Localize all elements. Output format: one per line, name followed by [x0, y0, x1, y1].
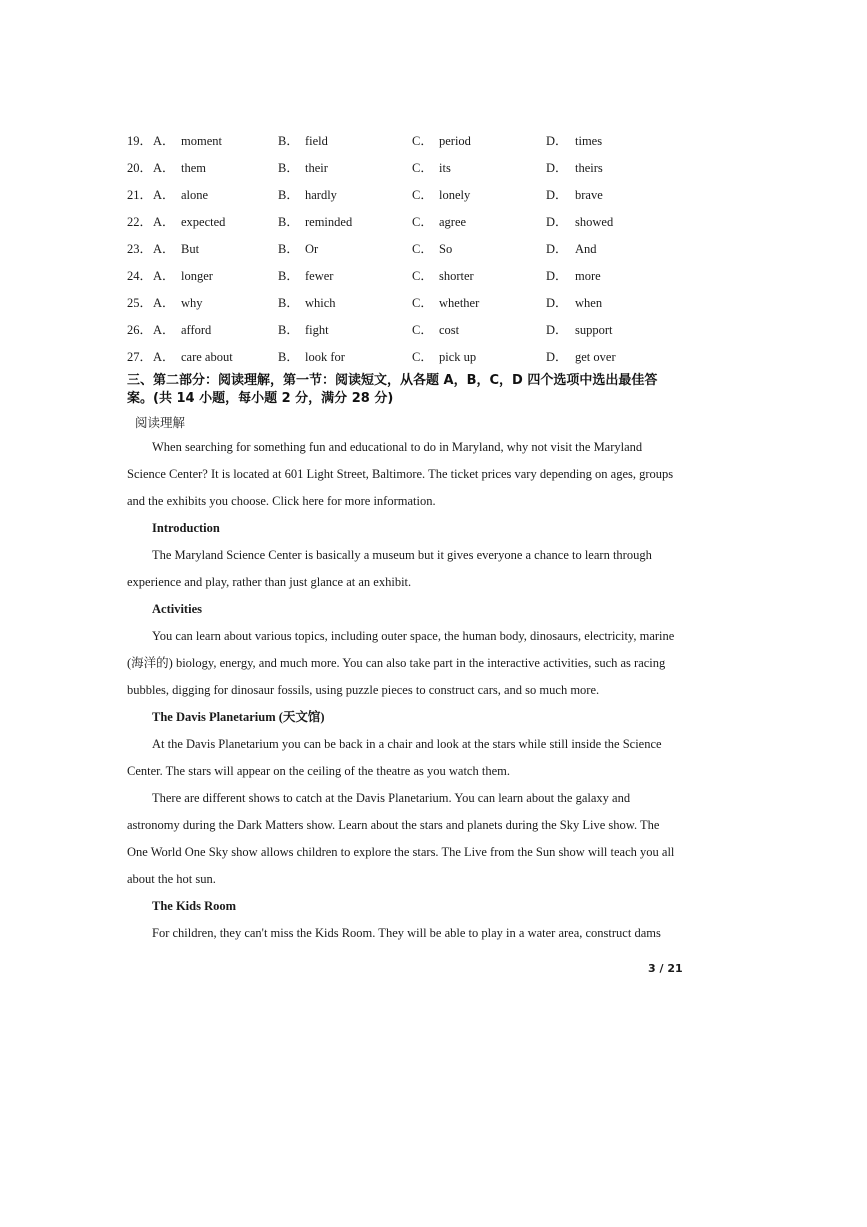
option-letter-b: B．	[278, 296, 299, 310]
option-d: get over	[575, 350, 616, 364]
option-letter-b: B．	[278, 215, 299, 229]
option-letter-c: C．	[412, 269, 433, 283]
option-b: fight	[305, 323, 329, 337]
passage-line: There are different shows to catch at the Davis Planetarium. You can learn about the galaxy and	[152, 791, 631, 805]
option-c: agree	[439, 215, 467, 229]
option-c: its	[439, 161, 451, 175]
option-letter-c: C．	[412, 215, 433, 229]
question-number: 26．	[127, 323, 153, 337]
option-letter-a: A．	[153, 350, 175, 364]
section-heading-line: 案。(共 14 小题，每小题 2 分，满分 28 分)	[127, 391, 394, 406]
option-d: support	[575, 323, 613, 337]
option-row	[127, 214, 727, 241]
option-letter-d: D．	[546, 350, 568, 364]
option-a: But	[181, 242, 200, 256]
option-letter-b: B．	[278, 323, 299, 337]
option-a: moment	[181, 134, 222, 148]
option-letter-a: A．	[153, 323, 175, 337]
option-d: more	[575, 269, 601, 283]
section-heading-line: 三、第二部分：阅读理解，第一节：阅读短文，从各题 A，B，C，D 四个选项中选出最佳答	[127, 373, 658, 388]
option-d: brave	[575, 188, 603, 202]
option-row	[127, 187, 727, 214]
option-b: hardly	[305, 188, 337, 202]
option-row	[127, 241, 727, 268]
option-letter-a: A．	[153, 242, 175, 256]
option-letter-d: D．	[546, 269, 568, 283]
option-b: field	[305, 134, 328, 148]
passage-line: When searching for something fun and educational to do in Maryland, why not visit the Maryland	[152, 440, 643, 454]
option-row	[127, 160, 727, 187]
page-number: 3 / 21	[648, 962, 683, 975]
option-a: care about	[181, 350, 233, 364]
option-letter-a: A．	[153, 296, 175, 310]
option-a: why	[181, 296, 203, 310]
heading-planetarium: The Davis Planetarium (天文馆)	[152, 710, 325, 724]
option-d: And	[575, 242, 597, 256]
question-number: 23．	[127, 242, 153, 256]
option-letter-d: D．	[546, 161, 568, 175]
option-a: longer	[181, 269, 213, 283]
option-c: shorter	[439, 269, 474, 283]
option-letter-c: C．	[412, 161, 433, 175]
option-letter-b: B．	[278, 161, 299, 175]
option-letter-c: C．	[412, 296, 433, 310]
option-a: afford	[181, 323, 212, 337]
option-b: their	[305, 161, 328, 175]
option-letter-b: B．	[278, 188, 299, 202]
option-c: period	[439, 134, 471, 148]
option-letter-d: D．	[546, 188, 568, 202]
passage-line: (海洋的) biology, energy, and much more. You can also take part in the interactive activities, such as racing	[127, 656, 666, 670]
option-letter-c: C．	[412, 242, 433, 256]
passage-line: astronomy during the Dark Matters show. Learn about the stars and planets during the Sky Live show. The	[127, 818, 660, 832]
passage-line: Science Center? It is located at 601 Light Street, Baltimore. The ticket prices vary depending on ages, groups	[127, 467, 674, 481]
passage-line: experience and play, rather than just glance at an exhibit.	[127, 575, 412, 589]
passage-line: and the exhibits you choose. Click here for more information.	[127, 494, 436, 508]
question-number: 20．	[127, 161, 153, 175]
option-b: reminded	[305, 215, 353, 229]
option-b: fewer	[305, 269, 334, 283]
question-number: 27．	[127, 350, 153, 364]
option-c: whether	[439, 296, 480, 310]
option-letter-d: D．	[546, 296, 568, 310]
reading-passage	[127, 439, 687, 952]
option-letter-a: A．	[153, 215, 175, 229]
option-b: Or	[305, 242, 319, 256]
option-c: pick up	[439, 350, 477, 364]
passage-line: about the hot sun.	[127, 872, 216, 886]
question-number: 25．	[127, 296, 153, 310]
passage-line: You can learn about various topics, including outer space, the human body, dinosaurs, electricity, marine	[152, 629, 675, 643]
option-d: showed	[575, 215, 614, 229]
passage-line: At the Davis Planetarium you can be back in a chair and look at the stars while still inside the Science	[152, 737, 662, 751]
passage-line: Center. The stars will appear on the ceiling of the theatre as you watch them.	[127, 764, 510, 778]
option-letter-c: C．	[412, 350, 433, 364]
option-a: them	[181, 161, 206, 175]
reading-subtitle: 阅读理解	[135, 415, 186, 430]
option-row	[127, 133, 727, 160]
option-c: cost	[439, 323, 460, 337]
option-c: lonely	[439, 188, 471, 202]
option-a: alone	[181, 188, 209, 202]
heading-kids-room: The Kids Room	[152, 899, 237, 913]
option-letter-a: A．	[153, 161, 175, 175]
heading-activities: Activities	[152, 602, 202, 616]
passage-line: bubbles, digging for dinosaur fossils, using puzzle pieces to construct cars, and so much more.	[127, 683, 600, 697]
option-d: when	[575, 296, 603, 310]
option-letter-d: D．	[546, 215, 568, 229]
option-d: times	[575, 134, 603, 148]
question-number: 21．	[127, 188, 153, 202]
question-number: 22．	[127, 215, 153, 229]
option-letter-d: D．	[546, 323, 568, 337]
section-heading	[127, 372, 702, 408]
option-b: which	[305, 296, 336, 310]
option-letter-d: D．	[546, 242, 568, 256]
question-number: 24．	[127, 269, 153, 283]
option-d: theirs	[575, 161, 603, 175]
option-letter-a: A．	[153, 134, 175, 148]
option-letter-b: B．	[278, 269, 299, 283]
option-a: expected	[181, 215, 226, 229]
passage-line: One World One Sky show allows children to explore the stars. The Live from the Sun show will teach you all	[127, 845, 675, 859]
option-letter-c: C．	[412, 188, 433, 202]
passage-line: The Maryland Science Center is basically a museum but it gives everyone a chance to learn through	[152, 548, 652, 562]
option-letter-c: C．	[412, 134, 433, 148]
option-c: So	[439, 242, 453, 256]
option-letter-b: B．	[278, 242, 299, 256]
option-letter-a: A．	[153, 269, 175, 283]
option-letter-c: C．	[412, 323, 433, 337]
question-number: 19．	[127, 134, 153, 148]
passage-line: For children, they can't miss the Kids Room. They will be able to play in a water area, construct dams	[152, 926, 661, 940]
option-b: look for	[305, 350, 345, 364]
option-letter-d: D．	[546, 134, 568, 148]
heading-introduction: Introduction	[152, 521, 220, 535]
option-letter-a: A．	[153, 188, 175, 202]
option-letter-b: B．	[278, 350, 299, 364]
option-row	[127, 295, 727, 322]
option-row	[127, 322, 727, 349]
options-table	[127, 133, 727, 376]
option-letter-b: B．	[278, 134, 299, 148]
option-row	[127, 268, 727, 295]
